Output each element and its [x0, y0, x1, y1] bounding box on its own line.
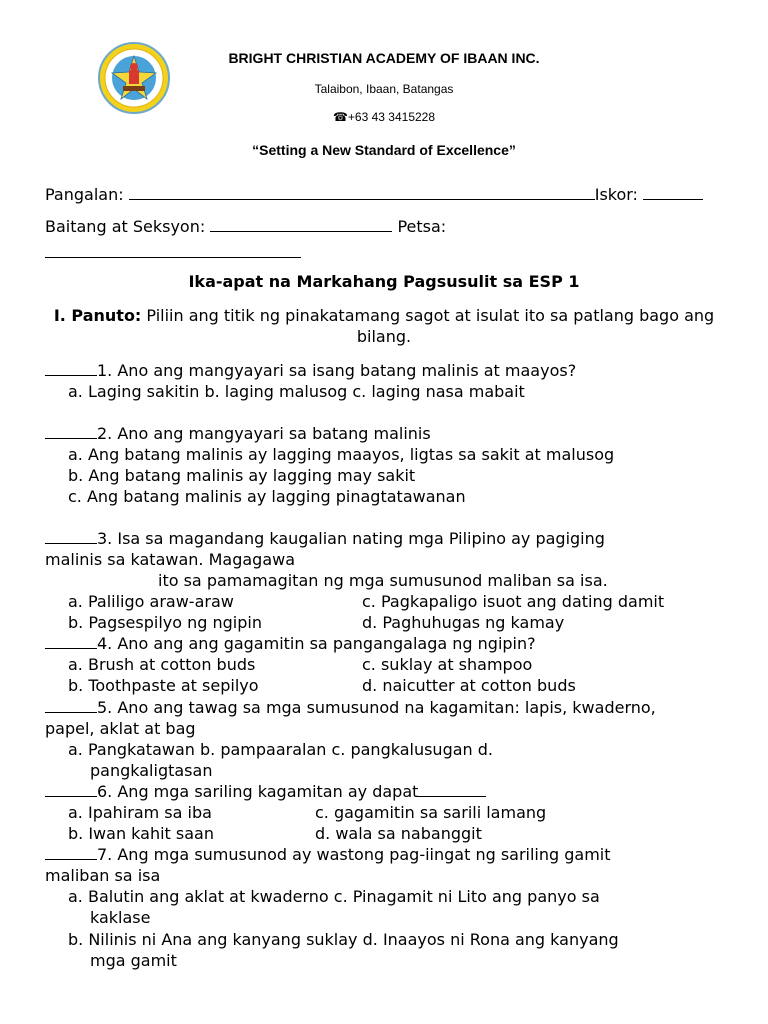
score-label: Iskor:: [594, 185, 638, 204]
question-7-options-ac-line2: kaklase: [90, 908, 151, 927]
question-3-stem: 3. Isa sa magandang kaugalian nating mga Pilipino ay pagiging: [97, 529, 605, 548]
question-4-option-d: d. naicutter at cotton buds: [362, 676, 576, 695]
school-phone: [0, 110, 768, 124]
question-1: [45, 361, 576, 380]
question-6-inline-blank[interactable]: [418, 782, 486, 797]
question-1-stem: 1. Ano ang mangyayari sa isang batang malinis at maayos?: [97, 361, 577, 380]
question-5-stem-line2: papel, aklat at bag: [45, 719, 196, 738]
question-4-option-b: b. Toothpaste at sepilyo: [68, 676, 259, 695]
question-6-option-d: d. wala sa nabanggit: [315, 824, 482, 843]
question-5-stem: 5. Ano ang tawag sa mga sumusunod na kagamitan: lapis, kwaderno,: [97, 698, 656, 717]
question-6-option-c: c. gagamitin sa sarili lamang: [315, 803, 547, 822]
question-3-option-a: a. Paliligo araw-araw: [68, 592, 234, 611]
name-label: Pangalan:: [45, 185, 124, 204]
date-label: Petsa:: [397, 217, 447, 236]
question-3-option-c: c. Pagkapaligo isuot ang dating damit: [362, 592, 665, 611]
question-2-option-b: b. Ang batang malinis ay lagging may sakit: [68, 466, 416, 485]
answer-blank-5[interactable]: [45, 698, 97, 713]
school-motto: “Setting a New Standard of Excellence”: [252, 142, 516, 158]
phone-number: +63 43 3415228: [347, 110, 436, 124]
directions-text: Piliin ang titik ng pinakatamang sagot at isulat ito sa patlang bago ang bilang.: [141, 306, 715, 346]
score-field[interactable]: [643, 185, 703, 200]
question-6-option-a: a. Ipahiram sa iba: [68, 803, 212, 822]
grade-section-label: Baitang at Seksyon:: [45, 217, 206, 236]
question-1-options: a. Laging sakitin b. laging malusog c. laging nasa mabait: [68, 382, 525, 401]
question-3-stem-line3: ito sa pamamagitan ng mga sumusunod maliban sa isa.: [158, 571, 608, 590]
answer-blank-2[interactable]: [45, 424, 97, 439]
question-4: [45, 634, 536, 653]
question-4-stem: 4. Ano ang ang gagamitin sa pangangalaga ng ngipin?: [97, 634, 536, 653]
question-7-options-ac: a. Balutin ang aklat at kwaderno c. Pinagamit ni Lito ang panyo sa: [68, 887, 600, 906]
question-7-stem: 7. Ang mga sumusunod ay wastong pag-iingat ng sariling gamit: [97, 845, 611, 864]
date-field[interactable]: [45, 245, 301, 258]
name-field-row: [45, 185, 703, 204]
question-7: [45, 845, 611, 864]
question-7-stem-line2: maliban sa isa: [45, 866, 161, 885]
question-5: [45, 698, 656, 717]
question-2: [45, 424, 431, 443]
grade-field-row: [45, 217, 446, 236]
question-2-option-a: a. Ang batang malinis ay lagging maayos, ligtas sa sakit at malusog: [68, 445, 615, 464]
exam-title: Ika-apat na Markahang Pagsusulit sa ESP 1: [188, 272, 580, 291]
answer-blank-7[interactable]: [45, 845, 97, 860]
question-7-options-bd: b. Nilinis ni Ana ang kanyang suklay d. Inaayos ni Rona ang kanyang: [68, 930, 619, 949]
question-6: [45, 782, 486, 801]
question-4-option-c: c. suklay at shampoo: [362, 655, 533, 674]
directions: [45, 305, 723, 347]
school-address: Talaibon, Ibaan, Batangas: [314, 82, 454, 96]
question-6-stem: 6. Ang mga sariling kagamitan ay dapat: [97, 782, 419, 801]
grade-section-field[interactable]: [210, 217, 392, 232]
question-3-option-b: b. Pagsespilyo ng ngipin: [68, 613, 262, 632]
answer-blank-4[interactable]: [45, 634, 97, 649]
school-name: BRIGHT CHRISTIAN ACADEMY OF IBAAN INC.: [228, 50, 540, 66]
question-3-stem-line2: malinis sa katawan. Magagawa: [45, 550, 296, 569]
answer-blank-6[interactable]: [45, 782, 97, 797]
name-field[interactable]: [129, 185, 595, 200]
question-5-options: a. Pangkatawan b. pampaaralan c. pangkalusugan d.: [68, 740, 493, 759]
directions-label: I. Panuto:: [53, 306, 142, 325]
question-3-option-d: d. Paghuhugas ng kamay: [362, 613, 565, 632]
answer-blank-1[interactable]: [45, 361, 97, 376]
question-6-option-b: b. Iwan kahit saan: [68, 824, 214, 843]
answer-blank-3[interactable]: [45, 529, 97, 544]
question-5-options-line2: pangkaligtasan: [90, 761, 213, 780]
question-4-option-a: a. Brush at cotton buds: [68, 655, 256, 674]
question-2-option-c: c. Ang batang malinis ay lagging pinagtatawanan: [68, 487, 466, 506]
question-7-options-bd-line2: mga gamit: [90, 951, 177, 970]
phone-icon: ☎: [332, 110, 348, 124]
question-2-stem: 2. Ano ang mangyayari sa batang malinis: [97, 424, 431, 443]
question-3: [45, 529, 605, 548]
